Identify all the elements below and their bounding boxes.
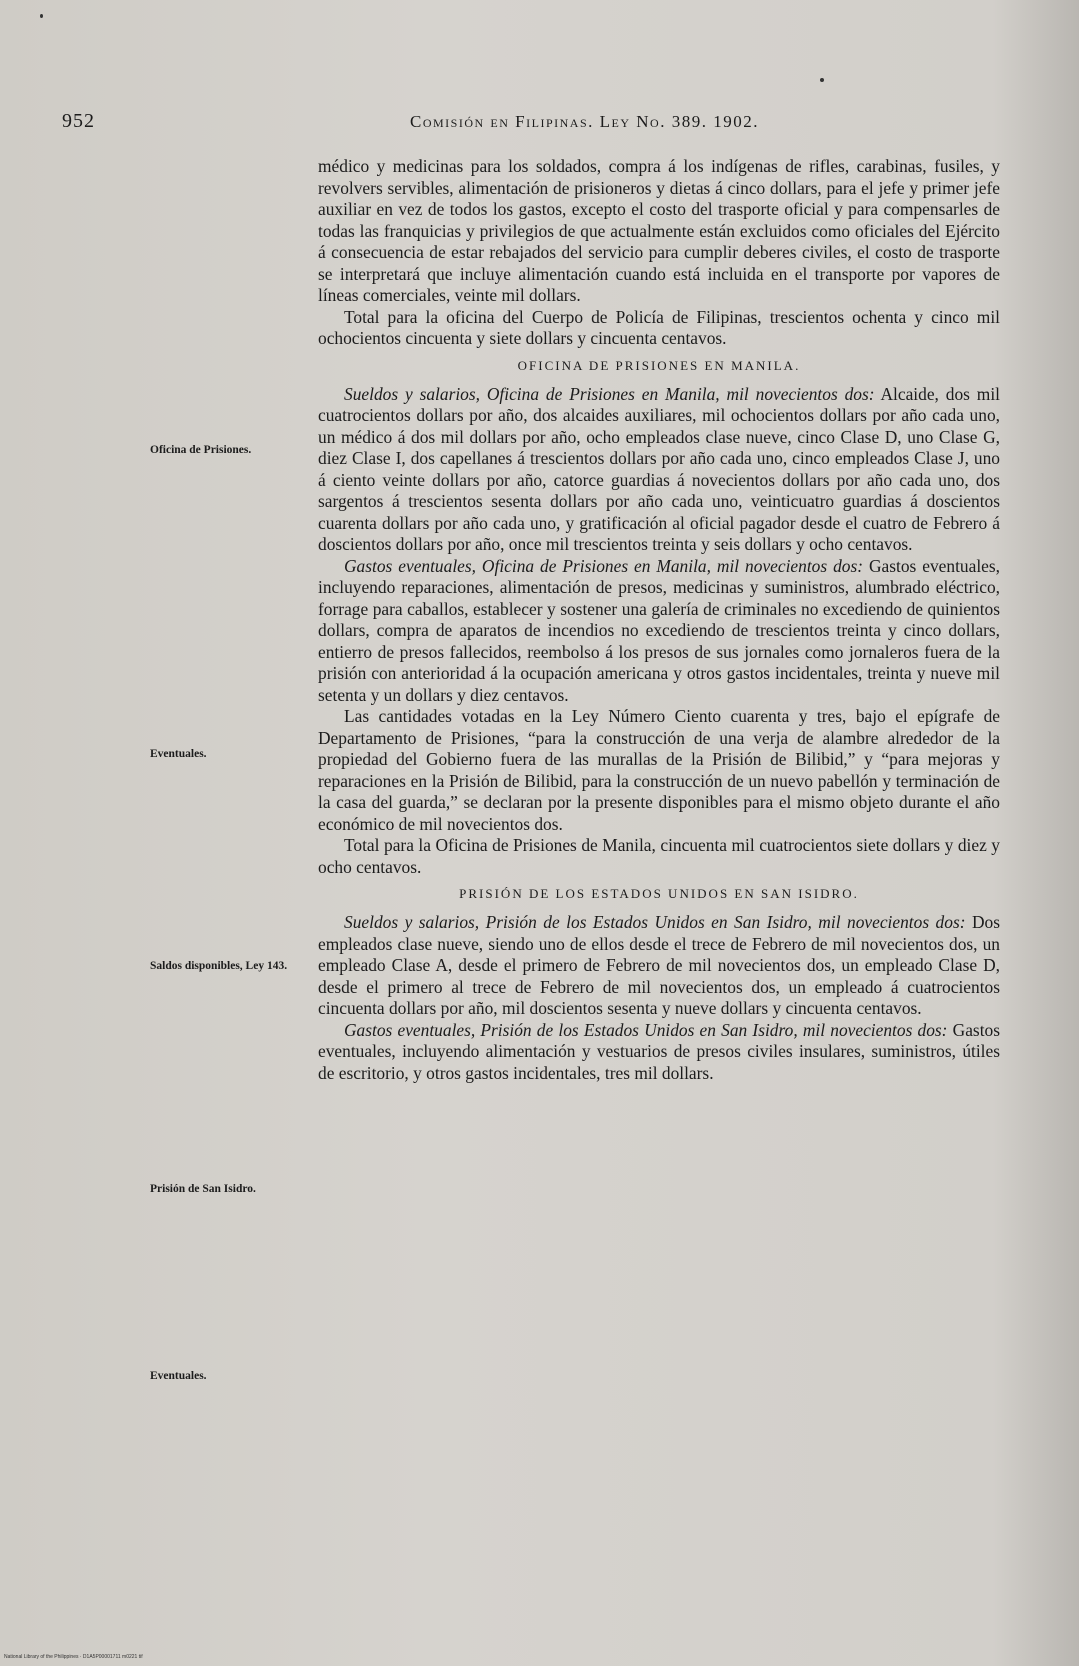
section-heading: OFICINA DE PRISIONES EN MANILA. bbox=[517, 357, 801, 373]
paragraph bbox=[318, 384, 1000, 556]
paragraph bbox=[318, 556, 1000, 707]
paragraph-lead: Sueldos y salarios, Prisión de los Estados Unidos en San Isidro, mil novecientos dos: bbox=[344, 912, 966, 932]
paragraph bbox=[318, 912, 1000, 1020]
scan-speck bbox=[820, 78, 824, 82]
paragraph-body: Alcaide, dos mil cuatrocientos dollars por año, dos alcaides auxiliares, mil ochocientos dollars por año cada uno, un médico á dos mil dollars por año, ocho empleados clase nueve, cinco Clase D, uno Clase G, diez Clase I, dos capellanes á trescientos dollars por año cada uno, cinco empleados Clase J, uno á ciento veinte dollars por año, catorce guardias á novecientos dollars por año cada uno, dos sargentos á trescientos sesenta dollars por año cada uno, veinticuatro guardias á doscientos cuarenta dollars por año cada uno, y gratificación al oficial pagador desde el cuatro de Febrero á doscientos dollars por año, once mil trescientos treinta y seis dollars y ocho centavos. bbox=[318, 383, 1000, 554]
paragraph: médico y medicinas para los soldados, compra á los indígenas de rifles, carabinas, fusiles, y revolvers servibles, alimentación de prisioneros y dietas á cinco dollars, para el jefe y primer jefe auxiliar en vez de todos los gastos, excepto el costo del trasporte oficial y para compensarles de todas las franquicias y privilegios de que actualmente están excluidos como oficiales del Ejército á consecuencia de estar rebajados del servicio para cumplir deberes civiles, el costo de trasporte se interpretará que incluye alimentación cuando está incluida en el transporte por vapores de líneas comerciales, veinte mil dollars. bbox=[318, 156, 1000, 305]
paragraph-lead: Gastos eventuales, Oficina de Prisiones en Manila, mil novecientos dos: bbox=[344, 555, 864, 576]
margin-note-prision-san-isidro: Prisión de San Isidro. bbox=[150, 1183, 256, 1195]
running-head: Comisión en Filipinas. Ley No. 389. 1902. bbox=[410, 112, 759, 131]
scan-speck bbox=[40, 14, 43, 18]
paragraph-lead: Sueldos y salarios, Oficina de Prisiones en Manila, mil novecientos dos: bbox=[344, 383, 875, 404]
margin-note-saldos: Saldos disponibles, Ley 143. bbox=[150, 960, 288, 972]
paragraph-lead: Gastos eventuales, Prisión de los Estados Unidos en San Isidro, mil novecientos dos: bbox=[344, 1019, 948, 1040]
paragraph-body: Dos empleados clase nueve, siendo uno de ellos desde el trece de Febrero de mil novecientos dos, un empleado Clase A, desde el primero de Febrero de mil novecientos dos, un empleado Clase D, desde el primero al trece de Febrero de mil novecientos dos, un empleado á cuatrocientos cincuenta dollars por año, mil doscientos sesenta y nueve dollars y cincuenta centavos. bbox=[318, 912, 1000, 1018]
paragraph-body: Gastos eventuales, incluyendo reparaciones, alimentación de presos, medicinas y suministros, alumbrado eléctrico, forrage para caballos, establecer y sostener una galería de criminales no excediendo de quinientos dollars, compra de aparatos de incendios no excediendo de trescientos treinta y cinco dollars, entierro de presos fallecidos, reembolso á los presos de sus jornales como jornaleros fuera de la prisión con anterioridad á la ocupación americana y otros gastos incidentales, treinta y nueve mil setenta y un dollars y diez centavos. bbox=[318, 555, 1000, 705]
margin-note-eventuales: Eventuales. bbox=[150, 1370, 207, 1382]
scan-credit: National Library of the Philippines · D1A5P00001711 m0221 tif bbox=[4, 1654, 143, 1660]
paragraph bbox=[318, 1020, 1000, 1085]
paragraph-body: Gastos eventuales, incluyendo alimentación y vestuarios de presos civiles insulares, suministros, útiles de escritorio, y otros gastos incidentales, tres mil dollars. bbox=[318, 1019, 1000, 1083]
paragraph: Las cantidades votadas en la Ley Número Ciento cuarenta y tres, bajo el epígrafe de Departamento de Prisiones, “para la construcción de una verja de alambre alrededor de la propiedad del Gobierno fuera de las murallas de la Prisión de Bilibid,” y “para mejoras y reparaciones en la Prisión de Bilibid, para la construcción de un nuevo pabellón y terminación de la casa del guarda,” se declaran por la presente disponibles para el mismo objeto durante el año económico de mil novecientos dos. bbox=[318, 706, 1000, 834]
page-number: 952 bbox=[62, 110, 95, 132]
margin-note-eventuales: Eventuales. bbox=[150, 748, 207, 760]
paragraph: Total para la Oficina de Prisiones de Manila, cincuenta mil cuatrocientos siete dollars y diez y ocho centavos. bbox=[318, 835, 1000, 877]
body-text bbox=[318, 156, 1000, 1084]
margin-note-oficina-prisiones: Oficina de Prisiones. bbox=[150, 444, 252, 456]
section-heading: PRISIÓN DE LOS ESTADOS UNIDOS EN SAN ISIDRO. bbox=[459, 886, 859, 901]
paragraph: Total para la oficina del Cuerpo de Policía de Filipinas, trescientos ochenta y cinco mil ochocientos cincuenta y siete dollars y cincuenta centavos. bbox=[318, 306, 1000, 348]
